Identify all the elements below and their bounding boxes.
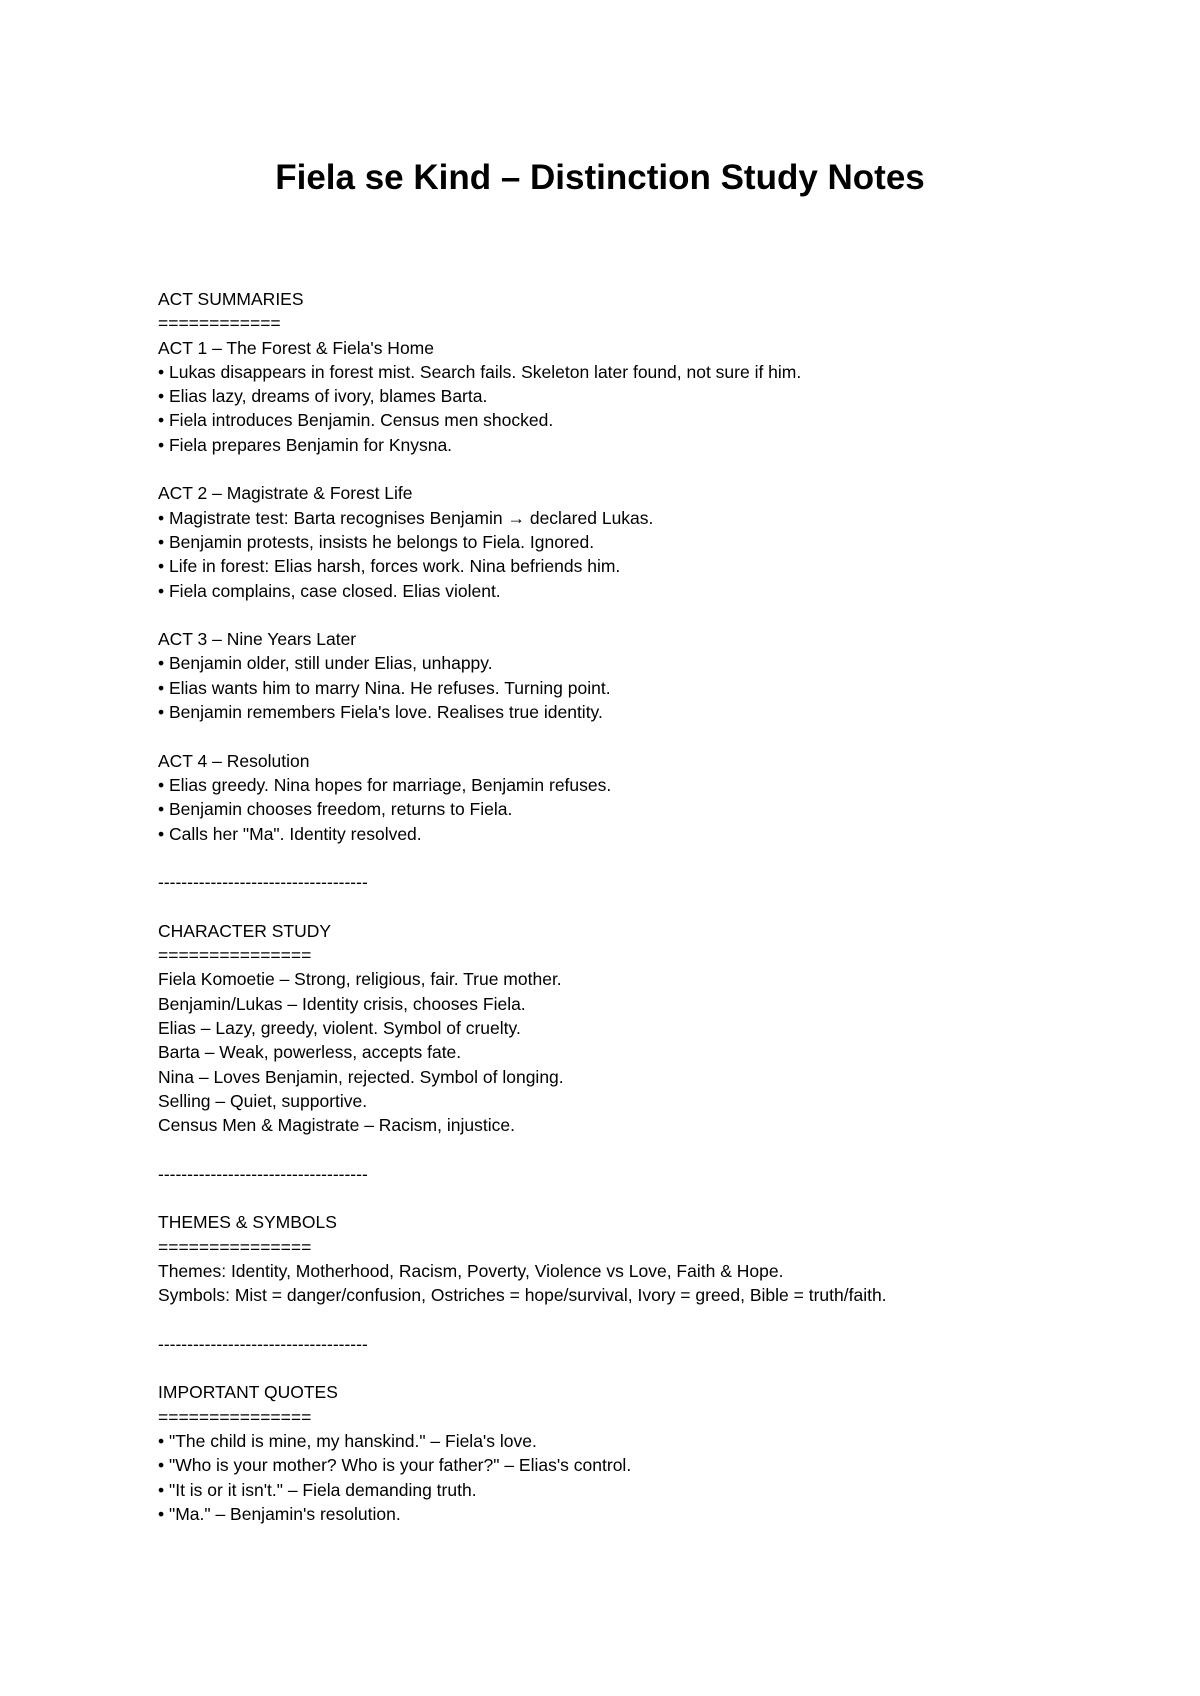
- bullet-item: • Benjamin older, still under Elias, unhappy.: [158, 653, 493, 674]
- bullet-item: • Elias greedy. Nina hopes for marriage, Benjamin refuses.: [158, 774, 612, 795]
- spacer: [158, 1137, 1158, 1161]
- themes-symbols-section: [158, 1210, 1158, 1307]
- character-study-section: [158, 919, 1158, 1138]
- spacer: [158, 894, 1158, 918]
- character-entry: Nina – Loves Benjamin, rejected. Symbol of longing.: [158, 1066, 564, 1087]
- character-entry: Selling – Quiet, supportive.: [158, 1090, 368, 1111]
- spacer: [158, 1307, 1158, 1331]
- act-3: [158, 627, 1158, 724]
- character-entry: Barta – Weak, powerless, accepts fate.: [158, 1042, 462, 1063]
- document-title: Fiela se Kind – Distinction Study Notes: [275, 158, 925, 197]
- bullet-item: • Benjamin chooses freedom, returns to Fiela.: [158, 799, 513, 820]
- separator-line: ------------------------------------: [158, 872, 368, 893]
- act-2: [158, 481, 1158, 602]
- quote-item: • "It is or it isn't." – Fiela demanding truth.: [158, 1479, 477, 1500]
- bullet-item: • Fiela introduces Benjamin. Census men shocked.: [158, 410, 554, 431]
- symbols-line: Symbols: Mist = danger/confusion, Ostriches = hope/survival, Ivory = greed, Bible = truth/faith.: [158, 1285, 887, 1306]
- themes-line: Themes: Identity, Motherhood, Racism, Poverty, Violence vs Love, Faith & Hope.: [158, 1260, 784, 1281]
- act-heading: ACT 1 – The Forest & Fiela's Home: [158, 337, 434, 358]
- separator-line: ------------------------------------: [158, 1333, 368, 1354]
- act-summaries-section: [158, 287, 1158, 846]
- section-underline: ===============: [158, 945, 312, 966]
- separator-line: ------------------------------------: [158, 1163, 368, 1184]
- bullet-item: • Benjamin remembers Fiela's love. Realises true identity.: [158, 702, 603, 723]
- bullet-item: • Life in forest: Elias harsh, forces work. Nina befriends him.: [158, 556, 621, 577]
- bullet-item: • Fiela prepares Benjamin for Knysna.: [158, 434, 453, 455]
- act-heading: ACT 2 – Magistrate & Forest Life: [158, 483, 413, 504]
- section-heading: ACT SUMMARIES: [158, 289, 304, 309]
- section-underline: ============: [158, 313, 281, 334]
- bullet-item: • Lukas disappears in forest mist. Search fails. Skeleton later found, not sure if him.: [158, 361, 802, 382]
- spacer: [158, 603, 1158, 627]
- act-heading: ACT 4 – Resolution: [158, 750, 310, 771]
- section-heading: IMPORTANT QUOTES: [158, 1382, 338, 1403]
- section-underline: ===============: [158, 1406, 312, 1427]
- character-entry: Census Men & Magistrate – Racism, injustice.: [158, 1115, 515, 1136]
- spacer: [158, 846, 1158, 870]
- quote-item: • "The child is mine, my hanskind." – Fiela's love.: [158, 1430, 537, 1451]
- spacer: [158, 724, 1158, 748]
- character-entry: Fiela Komoetie – Strong, religious, fair. True mother.: [158, 969, 562, 990]
- spacer: [158, 1186, 1158, 1210]
- bullet-item: • Benjamin protests, insists he belongs to Fiela. Ignored.: [158, 531, 595, 552]
- bullet-item: • Calls her "Ma". Identity resolved.: [158, 823, 422, 844]
- act-heading: ACT 3 – Nine Years Later: [158, 629, 357, 650]
- spacer: [158, 1356, 1158, 1380]
- act-4: [158, 749, 1158, 846]
- bullet-item: • Magistrate test: Barta recognises Benjamin → declared Lukas.: [158, 507, 654, 528]
- character-entry: Elias – Lazy, greedy, violent. Symbol of cruelty.: [158, 1017, 521, 1038]
- bullet-item: • Elias lazy, dreams of ivory, blames Barta.: [158, 386, 488, 407]
- quote-item: • "Who is your mother? Who is your father?" – Elias's control.: [158, 1455, 632, 1476]
- important-quotes-section: [158, 1380, 1158, 1526]
- section-underline: ===============: [158, 1236, 312, 1257]
- section-heading: CHARACTER STUDY: [158, 920, 332, 941]
- act-1: [158, 336, 1158, 457]
- document-body: [158, 287, 1158, 1526]
- section-heading: THEMES & SYMBOLS: [158, 1212, 337, 1233]
- character-entry: Benjamin/Lukas – Identity crisis, chooses Fiela.: [158, 993, 526, 1014]
- spacer: [158, 457, 1158, 481]
- bullet-item: • Fiela complains, case closed. Elias violent.: [158, 580, 501, 601]
- bullet-item: • Elias wants him to marry Nina. He refuses. Turning point.: [158, 677, 611, 698]
- quote-item: • "Ma." – Benjamin's resolution.: [158, 1503, 401, 1524]
